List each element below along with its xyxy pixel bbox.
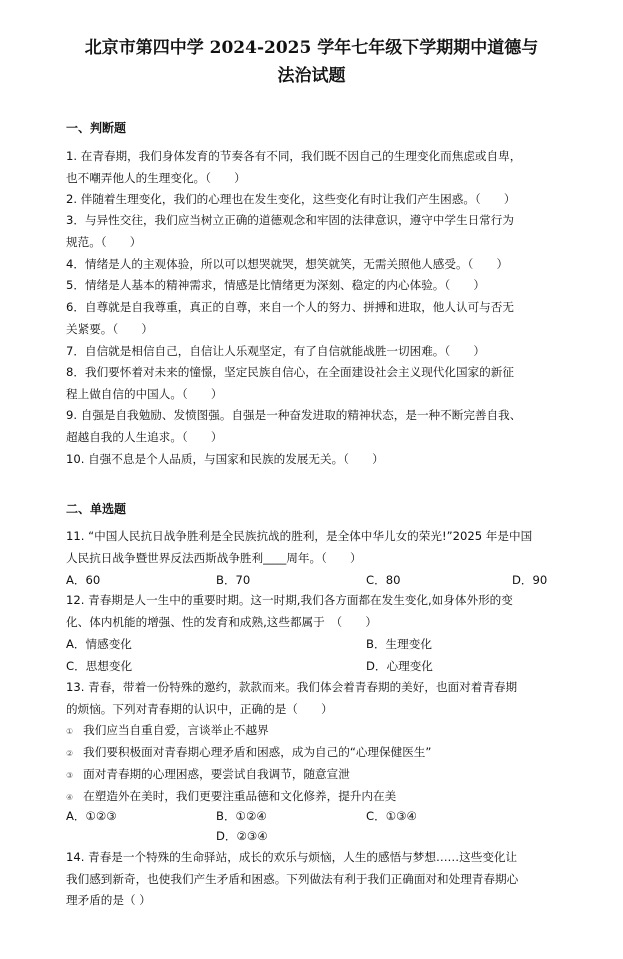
question-7: 7．自信就是相信自己，自信让人乐观坚定，有了自信就能战胜一切困难。（ ） <box>66 344 485 358</box>
question-10: 10. 自强不息是个人品质，与国家和民族的发展无关。（ ） <box>66 452 384 466</box>
question-text: 规范。（ ） <box>66 234 142 249</box>
question-9 <box>66 405 566 448</box>
statement-marker: ② <box>66 749 74 758</box>
statement-item <box>66 722 269 738</box>
question-text: 12. 青春期是人一生中的重要时期。这一时期,我们各方面都在发生变化,如身体外形的变 <box>66 593 513 607</box>
question-text: 14. 青春是一个特殊的生命驿站，成长的欢乐与烦恼，人生的感悟与梦想……这些变化让 <box>66 850 518 864</box>
question-4: 4．情绪是人的主观体验，所以可以想哭就哭，想笑就笑，无需关照他人感受。（ ） <box>66 257 509 271</box>
question-text: 11. “中国人民抗日战争胜利是全民族抗战的胜利，是全体中华儿女的荣光!”2025 年是中国 <box>66 529 533 543</box>
question-text: 理矛盾的是（ ） <box>66 893 151 907</box>
question-text: 关紧要。（ ） <box>66 321 153 336</box>
exam-title <box>40 34 583 90</box>
statement-text: 在塑造外在美时，我们更要注重品德和文化修养，提升内在美 <box>83 789 397 803</box>
option-a: A．①②③ <box>66 809 117 823</box>
question-text: 1. 在青春期，我们身体发育的节奏各有不同，我们既不因自己的生理变化而焦虑或自卑， <box>66 149 522 163</box>
question-5: 5．情绪是人基本的精神需求，情感是比情绪更为深刻、稳定的内心体验。（ ） <box>66 278 485 292</box>
statement-item <box>66 788 396 804</box>
option-d: D．心理变化 <box>366 659 433 673</box>
question-13 <box>66 677 566 720</box>
option-a: A．60 <box>66 573 101 587</box>
question-text: 也不嘲弄他人的生理变化。（ ） <box>66 170 246 185</box>
statement-marker: ① <box>66 727 74 736</box>
question-text: 化、体内机能的增强、性的发育和成熟,这些都属于 （ ） <box>66 614 377 629</box>
question-8 <box>66 362 566 405</box>
statement-marker: ④ <box>66 793 74 802</box>
question-14 <box>66 847 566 912</box>
option-d: D．②③④ <box>216 829 268 843</box>
option-a: A．情感变化 <box>66 637 132 651</box>
question-text: 3．与异性交往，我们应当树立正确的道德观念和牢固的法律意识，遵守中学生日常行为 <box>66 213 514 227</box>
question-text: 的烦恼。下列对青春期的认识中，正确的是（ ） <box>66 701 333 716</box>
question-text: 程上做自信的中国人。（ ） <box>66 386 223 401</box>
title-line-1: 北京市第四中学 2024-2025 学年七年级下学期期中道德与 <box>84 38 539 58</box>
statement-item <box>66 766 350 782</box>
option-d: D．90 <box>512 573 548 587</box>
question-3 <box>66 210 566 253</box>
question-text: 6．自尊就是自我尊重，真正的自尊，来自一个人的努力、拼搏和进取，他人认可与否无 <box>66 300 514 314</box>
question-11 <box>66 526 566 569</box>
section-heading-judgement: 一、判断题 <box>66 121 127 135</box>
title-line-2: 法治试题 <box>277 66 346 86</box>
option-b: B．①②④ <box>216 809 267 823</box>
question-text: 人民抗日战争暨世界反法西斯战争胜利____周年。（ ） <box>66 550 362 565</box>
option-b: B．生理变化 <box>366 637 432 651</box>
section-heading-single-choice: 二、单选题 <box>66 502 127 516</box>
question-text: 8．我们要怀着对未来的憧憬，坚定民族自信心，在全面建设社会主义现代化国家的新征 <box>66 365 514 379</box>
option-c: C．80 <box>366 573 401 587</box>
question-text: 超越自我的人生追求。（ ） <box>66 429 223 444</box>
question-text: 9. 自强是自我勉励、发愤图强。自强是一种奋发进取的精神状态，是一种不断完善自我、 <box>66 408 522 422</box>
option-c: C．思想变化 <box>66 659 133 673</box>
question-text: 13. 青春，带着一份特殊的邀约，款款而来。我们体会着青春期的美好，也面对着青春期 <box>66 680 518 694</box>
statement-text: 我们要积极面对青春期心理矛盾和困惑，成为自己的“心理保健医生” <box>83 745 432 759</box>
option-b: B．70 <box>216 573 251 587</box>
statement-text: 面对青春期的心理困惑，要尝试自我调节，随意宣泄 <box>83 767 350 781</box>
question-text: 我们感到新奇，也使我们产生矛盾和困惑。下列做法有利于我们正确面对和处理青春期心 <box>66 871 519 886</box>
statement-item <box>66 744 431 760</box>
question-6 <box>66 297 566 340</box>
statement-marker: ③ <box>66 771 74 780</box>
question-12 <box>66 590 566 633</box>
statement-text: 我们应当自重自爱，言谈举止不越界 <box>83 723 269 737</box>
option-c: C．①③④ <box>366 809 417 823</box>
question-2: 2. 伴随着生理变化，我们的心理也在发生变化，这些变化有时让我们产生困惑。（ ） <box>66 192 516 206</box>
question-1 <box>66 146 566 189</box>
